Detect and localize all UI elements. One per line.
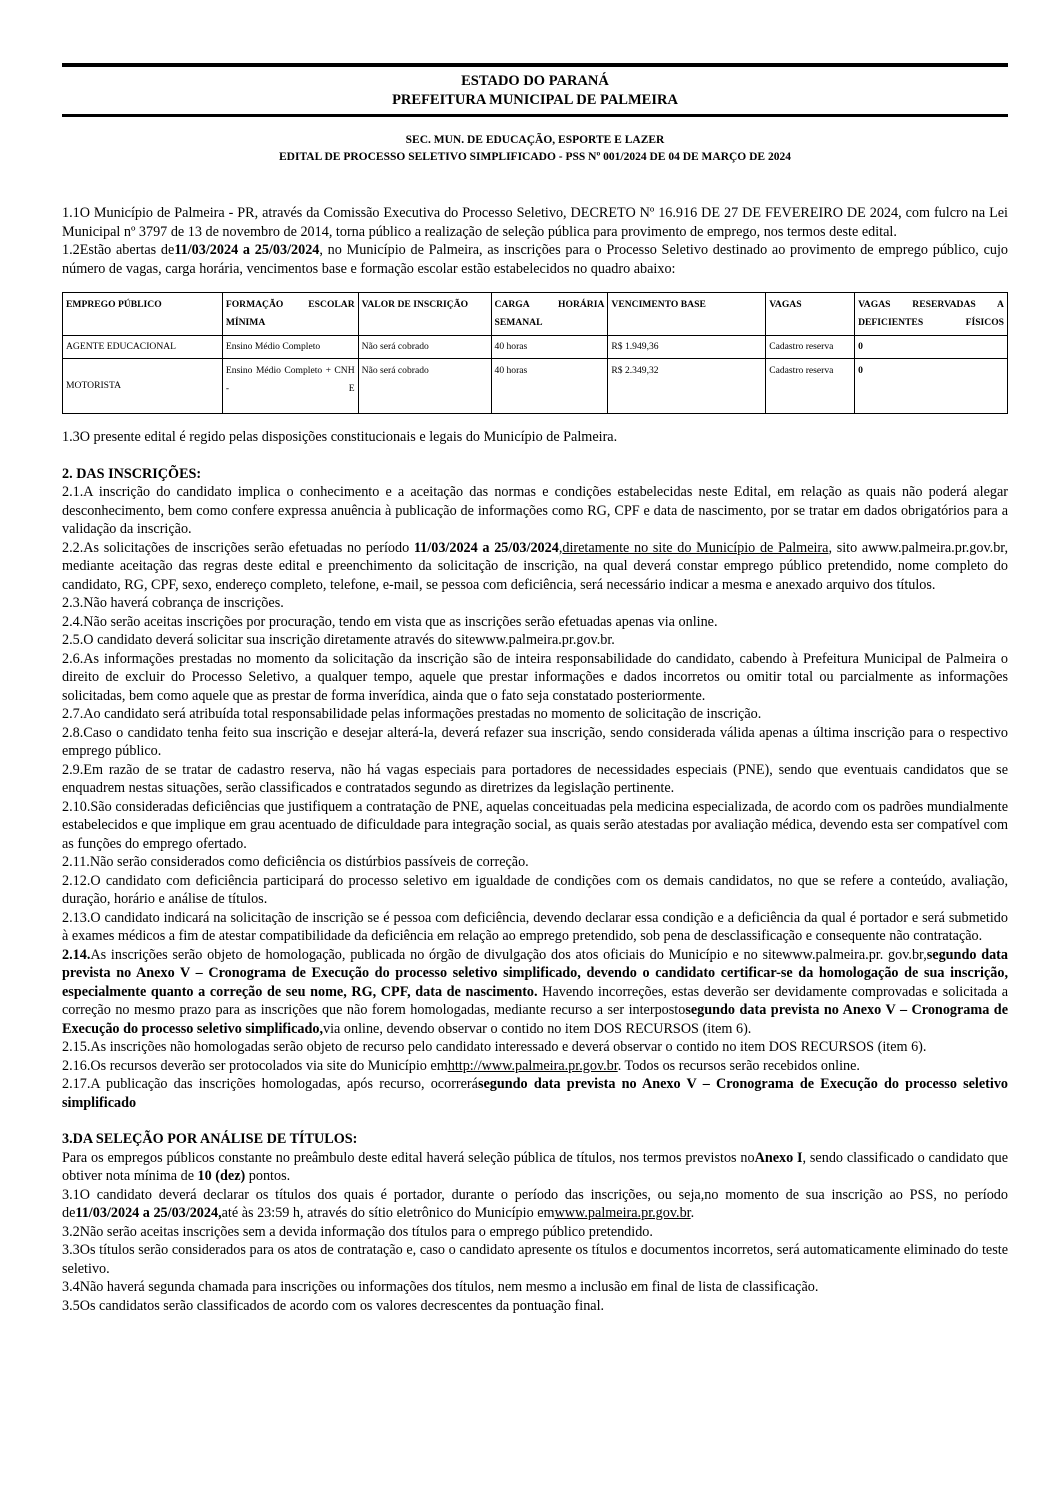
paragraph-2-12: 2.12.O candidato com deficiência participará do processo seletivo em igualdade de condições com os demais candidatos, no que se refere a conteúdo, avaliação, duração, horário e análise de títulos. [62, 872, 1008, 907]
table-cell: R$ 1.949,36 [608, 336, 766, 359]
text-run: As inscrições serão objeto de homologação, publicada no órgão de divulgação dos atos oficiais do Município e no sitewww.palmeira.pr. gov.br, [90, 946, 927, 963]
bold-run: segundo data prevista no Anexo V – Cronograma de Execução do processo seletivo simplificado [62, 1076, 1009, 1111]
date-range: 11/03/2024 a 25/03/2024, [75, 1205, 222, 1221]
table-cell: R$ 2.349,32 [608, 359, 766, 414]
paragraph-3-3: 3.3Os títulos serão considerados para os atos de contratação e, caso o candidato apresente os títulos e documentos incorretos, será automaticamente eliminado do teste seletivo. [62, 1242, 1008, 1277]
vacancies-table [62, 292, 1008, 414]
text-run: 2.2.As solicitações de inscrições serão efetuadas no período [62, 539, 414, 556]
text-run: , sendo classificado o candidato que obtiver nota mínima de [62, 1149, 1008, 1184]
dept-title: SEC. MUN. DE EDUCAÇÃO, ESPORTE E LAZER [405, 134, 665, 146]
bold-run: 10 (dez) [197, 1168, 246, 1184]
text-run: Havendo incorreções, estas deverão ser devidamente comprovadas e solicitada a correção no mesmo prazo para as inscrições que não forem homologadas, mediante recurso a ser interposto [62, 983, 1008, 1018]
table-cell: 40 horas [491, 359, 608, 414]
paragraph-2-15: 2.15.As inscrições não homologadas serão objeto de recurso pelo candidato interessado e deverá observar o contido no item DOS RECURSOS (item 6). [62, 1039, 927, 1055]
section-2-title [62, 465, 1008, 484]
paragraph-2-13: 2.13.O candidato indicará na solicitação de inscrição se é pessoa com deficiência, devendo declarar essa condição e a deficiência da qual é portador e será submetido à exames médicos a fim de atestar compatibilidade da deficiência em relação ao emprego pretendido, sob pena de desclassificação e consequente não contratação. [62, 909, 1008, 944]
state-title: ESTADO DO PARANÁ [461, 73, 609, 89]
table-header-row [63, 293, 1008, 336]
text-run: pontos. [245, 1168, 291, 1184]
paragraph-2-8: 2.8.Caso o candidato tenha feito sua inscrição e desejar alterá-la, deverá refazer sua inscrição, sendo considerada válida apenas a última inscrição para o respectivo emprego público. [62, 724, 1008, 759]
table-cell: Cadastro reserva [766, 359, 855, 414]
city-title: PREFEITURA MUNICIPAL DE PALMEIRA [392, 92, 678, 108]
text-run: , [558, 539, 563, 556]
paragraph-2-7: 2.7.Ao candidato será atribuída total responsabilidade pelas informações prestadas no momento de solicitação de inscrição. [62, 706, 762, 722]
document-page [62, 63, 1008, 1315]
date-range: 11/03/2024 a 25/03/2024 [413, 539, 559, 556]
bold-run: segundo data prevista no Anexo V – Cronograma de Execução do processo seletivo simplificado, [62, 1002, 1008, 1037]
item-number: 2.14. [62, 946, 91, 963]
text-run: , no Município de Palmeira, as inscrições para o Processo Seletivo destinado ao provimento de emprego público, cujo número de vagas, carga horária, vencimentos base e formação escolar estão estabelecidos no quadro abaixo: [62, 242, 1008, 277]
site-link[interactable]: www.palmeira.pr.gov.br [554, 1205, 691, 1221]
table-cell: MOTORISTA [63, 359, 223, 414]
site-link[interactable]: http://www.palmeira.pr.gov.br [447, 1057, 618, 1074]
section-3-title [62, 1130, 1008, 1149]
bold-run: Anexo I [754, 1149, 803, 1166]
paragraph-2-17 [62, 1075, 1008, 1112]
text-run: Para os empregos públicos constante no preâmbulo deste edital haverá seleção pública de títulos, nos termos previstos no [62, 1149, 755, 1166]
header-cell: VENCIMENTO BASE [608, 293, 766, 336]
paragraph-2-14 [62, 946, 1008, 1039]
table-cell: Cadastro reserva [766, 336, 855, 359]
text-run: 1.2Estão abertas de [62, 242, 175, 258]
header-cell: VAGAS RESERVADAS A DEFICIENTES FÍSICOS [855, 293, 1008, 336]
table-cell: Ensino Médio Completo + CNH - E [222, 359, 358, 414]
paragraph-2-10: 2.10.São consideradas deficiências que justifiquem a contratação de PNE, aquelas conceituadas pela medicina especializada, de acordo com os padrões mundialmente estabelecidos e que implique em grau acentuado de dificuldade para integração social, as quais serão atestadas por avaliação médica, devendo esta ser compatível com as funções do emprego ofertado. [62, 798, 1008, 852]
text-run: . Todos os recursos serão recebidos online. [617, 1057, 860, 1074]
text-run: via online, devendo observar o contido no item DOS RECURSOS (item 6). [323, 1020, 752, 1037]
site-link-text: diretamente no site do Município de Palmeira [562, 539, 829, 556]
paragraph-3-0 [62, 1149, 1008, 1186]
paragraph-3-4: 3.4Não haverá segunda chamada para inscrições ou informações dos títulos, nem mesmo a inclusão em final de lista de classificação. [62, 1279, 819, 1295]
table-cell: Não será cobrado [358, 359, 491, 414]
table-row [63, 359, 1008, 414]
paragraph-2-2 [62, 539, 1008, 595]
paragraph-2-16 [62, 1057, 1008, 1076]
paragraph-1-1: 1.1O Município de Palmeira - PR, através da Comissão Executiva do Processo Seletivo, DECRETO Nº 16.916 DE 27 DE FEVEREIRO DE 2024, com fulcro na Lei Municipal nº 3797 de 13 de novembro de 2014, torna público a realização de seleção pública para provimento de emprego, nos termos deste edital. [62, 205, 1008, 240]
document-body [62, 204, 1008, 1315]
subheader [62, 132, 1008, 166]
table-cell: AGENTE EDUCACIONAL [63, 336, 223, 359]
header-rule [62, 114, 1008, 117]
document-header [62, 67, 1008, 114]
table-cell: 40 horas [491, 336, 608, 359]
paragraph-2-5: 2.5.O candidato deverá solicitar sua inscrição diretamente através do sitewww.palmeira.pr.gov.br. [62, 632, 615, 648]
paragraph-2-6: 2.6.As informações prestadas no momento da solicitação da inscrição são de inteira responsabilidade do candidato, cabendo à Prefeitura Municipal de Palmeira o direito de excluir do Processo Seletivo, a qualquer tempo, aquele que prestar informações e dados incorretos ou omitir total ou parcialmente as informações solicitadas, bem como aquele que as prestar de forma inverídica, ainda que o fato seja constatado posteriormente. [62, 650, 1008, 704]
section-title-text: 3.DA SELEÇÃO POR ANÁLISE DE TÍTULOS: [62, 1131, 358, 1147]
text-run: . [690, 1205, 695, 1221]
edital-title: EDITAL DE PROCESSO SELETIVO SIMPLIFICADO - PSS Nº 001/2024 DE 04 DE MARÇO DE 2024 [279, 151, 791, 163]
header-cell: VALOR DE INSCRIÇÃO [358, 293, 491, 336]
table-row [63, 336, 1008, 359]
text-run: , sito awww.palmeira.pr.gov.br, mediante aceitação das regras deste edital e preenchimento da solicitação de inscrição, na qual deverá constar emprego público pretendido, nome completo do candidato, RG, CPF, sexo, endereço completo, telefone, e-mail, se pessoa com deficiência, será necessário indicar a mesma e anexado arquivo dos títulos. [62, 539, 1009, 593]
paragraph-1-2 [62, 241, 1008, 278]
header-cell: EMPREGO PÚBLICO [63, 293, 223, 336]
text-run: 3.1O candidato deverá declarar os títulos dos quais é portador, durante o período das inscrições, ou seja,no momento de sua inscrição ao PSS, no período de [62, 1186, 1008, 1221]
header-cell: VAGAS [766, 293, 855, 336]
header-cell: CARGA HORÁRIA SEMANAL [491, 293, 608, 336]
text-run: até às 23:59 h, através do sítio eletrônico do Município em [221, 1205, 555, 1221]
text-run: 2.16.Os recursos deverão ser protocolados via site do Município em [62, 1057, 448, 1074]
paragraph-2-1: 2.1.A inscrição do candidato implica o conhecimento e a aceitação das normas e condições estabelecidas neste Edital, em relação as quais não poderá alegar desconhecimento, bem como confere expressa anuência à publicação de informações como RG, CPF e data de nascimento, por se tratar em dados obrigatórios para a validação da inscrição. [62, 484, 1008, 537]
paragraph-3-5: 3.5Os candidatos serão classificados de acordo com os valores decrescentes da pontuação final. [62, 1297, 605, 1314]
paragraph-2-11: 2.11.Não serão considerados como deficiência os distúrbios passíveis de correção. [62, 854, 529, 870]
table-cell: 0 [855, 336, 1008, 359]
paragraph-2-3: 2.3.Não haverá cobrança de inscrições. [62, 595, 284, 611]
paragraph-3-2: 3.2Não serão aceitas inscrições sem a devida informação dos títulos para o emprego público pretendido. [62, 1223, 653, 1240]
text-run: 2.17.A publicação das inscrições homologadas, após recurso, ocorrerá [62, 1076, 478, 1092]
table-cell: 0 [855, 359, 1008, 414]
bold-run: segundo data prevista no Anexo V – Cronograma de Execução do processo seletivo simplificado, devendo o candidato certificar-se da homologação de sua inscrição, especialmente quanto a correção de seu nome, RG, CPF, data de nascimento. [62, 946, 1008, 1000]
paragraph-2-4: 2.4.Não serão aceitas inscrições por procuração, tendo em vista que as inscrições serão efetuadas apenas via online. [62, 613, 718, 630]
paragraph-2-9: 2.9.Em razão de se tratar de cadastro reserva, não há vagas especiais para portadores de necessidades especiais (PNE), sendo que eventuais candidatos que se enquadrem nestas situações, serão classificados e contratados segundo as diretrizes da legislação pertinente. [62, 761, 1008, 796]
date-range: 11/03/2024 a 25/03/2024 [174, 242, 320, 258]
table-cell: Não será cobrado [358, 336, 491, 359]
paragraph-3-1 [62, 1186, 1008, 1223]
header-cell: FORMAÇÃO ESCOLAR MÍNIMA [222, 293, 358, 336]
section-title-text: 2. DAS INSCRIÇÕES: [62, 465, 202, 482]
paragraph-1-3: 1.3O presente edital é regido pelas disposições constitucionais e legais do Município de Palmeira. [62, 429, 618, 445]
table-cell: Ensino Médio Completo [222, 336, 358, 359]
